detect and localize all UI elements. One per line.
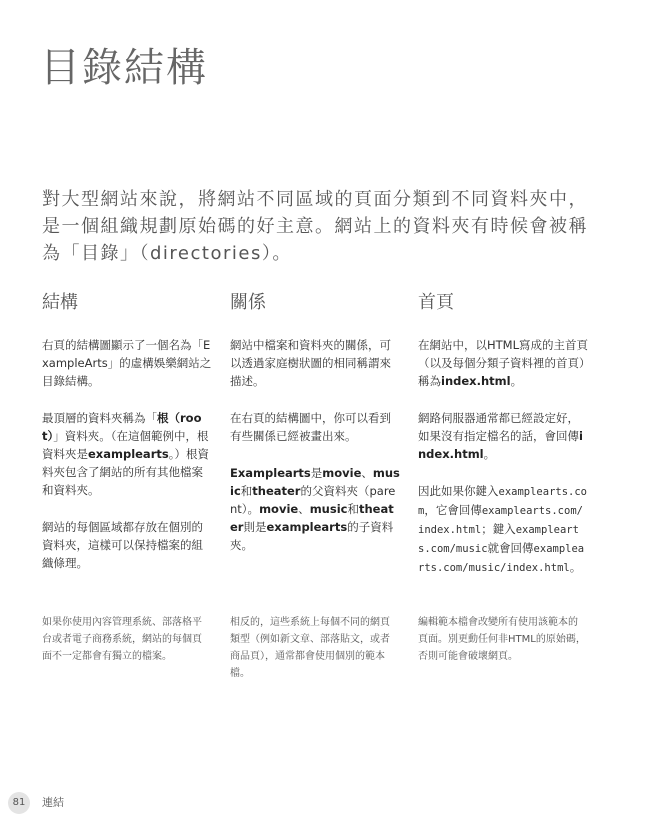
side-note: 編輯範本檔會改變所有使用該範本的頁面。別更動任何非HTML的原始碼，否則可能會破壞網頁。 xyxy=(418,617,586,662)
text-run: 網站中檔案和資料夾的關係，可以透過家庭樹狀圖的相同稱謂來描述。 xyxy=(230,338,391,388)
bold-term: index.html xyxy=(441,374,511,388)
page-number: 81 xyxy=(8,792,30,814)
column-heading-structure: 結構 xyxy=(42,292,78,313)
bold-term: index.html xyxy=(418,429,583,461)
text-run: 在網站中，以HTML寫成的主首頁（以及每個分類子資料裡的首頁）稱為 xyxy=(418,338,588,388)
column-paragraph xyxy=(230,336,400,390)
text-run: ；鍵入 xyxy=(481,522,516,536)
text-run: 則是 xyxy=(243,520,267,534)
side-note: 相反的，這些系統上每個不同的網頁類型（例如新文章、部落貼文，或者商品頁），通常都會使用個別的範本檔。 xyxy=(230,617,390,679)
text-run: 。 xyxy=(510,374,523,388)
column-paragraph xyxy=(418,409,588,463)
text-run: 就會回傳 xyxy=(487,541,534,555)
column-paragraph xyxy=(42,409,212,499)
text-run: 、 xyxy=(361,466,373,480)
text-run: 。 xyxy=(483,447,496,461)
column-relationships xyxy=(230,292,400,573)
text-run: 」資料夾。（在這個範例中，根資料夾是 xyxy=(42,429,209,461)
column-heading-relationships: 關係 xyxy=(230,292,266,313)
bold-term: music xyxy=(309,502,348,516)
url-text: examplearts.com xyxy=(418,486,588,517)
text-run: 網路伺服器通常都已經設定好，如果沒有指定檔名的話，會回傳 xyxy=(418,411,579,443)
bold-term: examplearts xyxy=(266,520,348,534)
url-text: examplearts.com/index.html xyxy=(418,505,583,536)
text-run: 網站的每個區域都存放在個別的資料夾，這樣可以保持檔案的組織條理。 xyxy=(42,520,203,570)
bold-term: movie xyxy=(322,466,362,480)
bold-term: movie xyxy=(259,502,299,516)
bold-term: Examplearts xyxy=(230,466,311,480)
text-run: 和 xyxy=(240,484,253,498)
text-run: 。 xyxy=(569,560,582,574)
text-run: 、 xyxy=(298,502,310,516)
column-homepage xyxy=(418,292,588,596)
text-run: 和 xyxy=(347,502,359,516)
url-text: examplearts.com/music xyxy=(418,524,579,555)
text-run: 的父資料夾（parent）。 xyxy=(230,484,396,516)
column-paragraph xyxy=(42,336,212,390)
text-run: 的子資料夾。 xyxy=(230,520,394,552)
column-paragraph xyxy=(230,464,400,554)
text-run: 因此如果你鍵入 xyxy=(418,484,499,498)
url-text: examplearts.com/music/index.html xyxy=(418,543,585,574)
text-run: 。）根資料夾包含了網站的所有其他檔案和資料夾。 xyxy=(42,447,209,497)
column-heading-homepage: 首頁 xyxy=(418,292,454,313)
side-note: 如果你使用內容管理系統、部落格平台或者電子商務系統，網站的每個頁面不一定都會有獨立的檔案。 xyxy=(42,617,202,662)
column-paragraph xyxy=(418,482,588,577)
section-label: 連結 xyxy=(42,796,64,809)
bold-term: examplearts xyxy=(88,447,169,461)
column-paragraph xyxy=(230,409,400,445)
bold-term: theater xyxy=(252,484,301,498)
text-run: ，它會回傳 xyxy=(424,503,482,517)
text-run: 在右頁的結構圖中，你可以看到有些關係已經被畫出來。 xyxy=(230,411,391,443)
column-paragraph xyxy=(42,518,212,572)
text-run: 右頁的結構圖顯示了一個名為「ExampleArts」的虛構娛樂網站之目錄結構。 xyxy=(42,338,212,388)
bold-term: theater xyxy=(230,502,394,534)
bold-term: 根（root） xyxy=(42,411,202,443)
page-title: 目錄結構 xyxy=(40,45,208,91)
intro-paragraph: 對大型網站來說，將網站不同區域的頁面分類到不同資料夾中，是一個組織規劃原始碼的好主意。網站上的資料夾有時候會被稱為「目錄」（directories）。 xyxy=(42,189,588,264)
text-run: 最頂層的資料夾稱為「 xyxy=(42,411,157,425)
bold-term: music xyxy=(230,466,400,498)
column-paragraph xyxy=(418,336,588,390)
text-run: 是 xyxy=(310,466,323,480)
column-structure xyxy=(42,292,212,591)
